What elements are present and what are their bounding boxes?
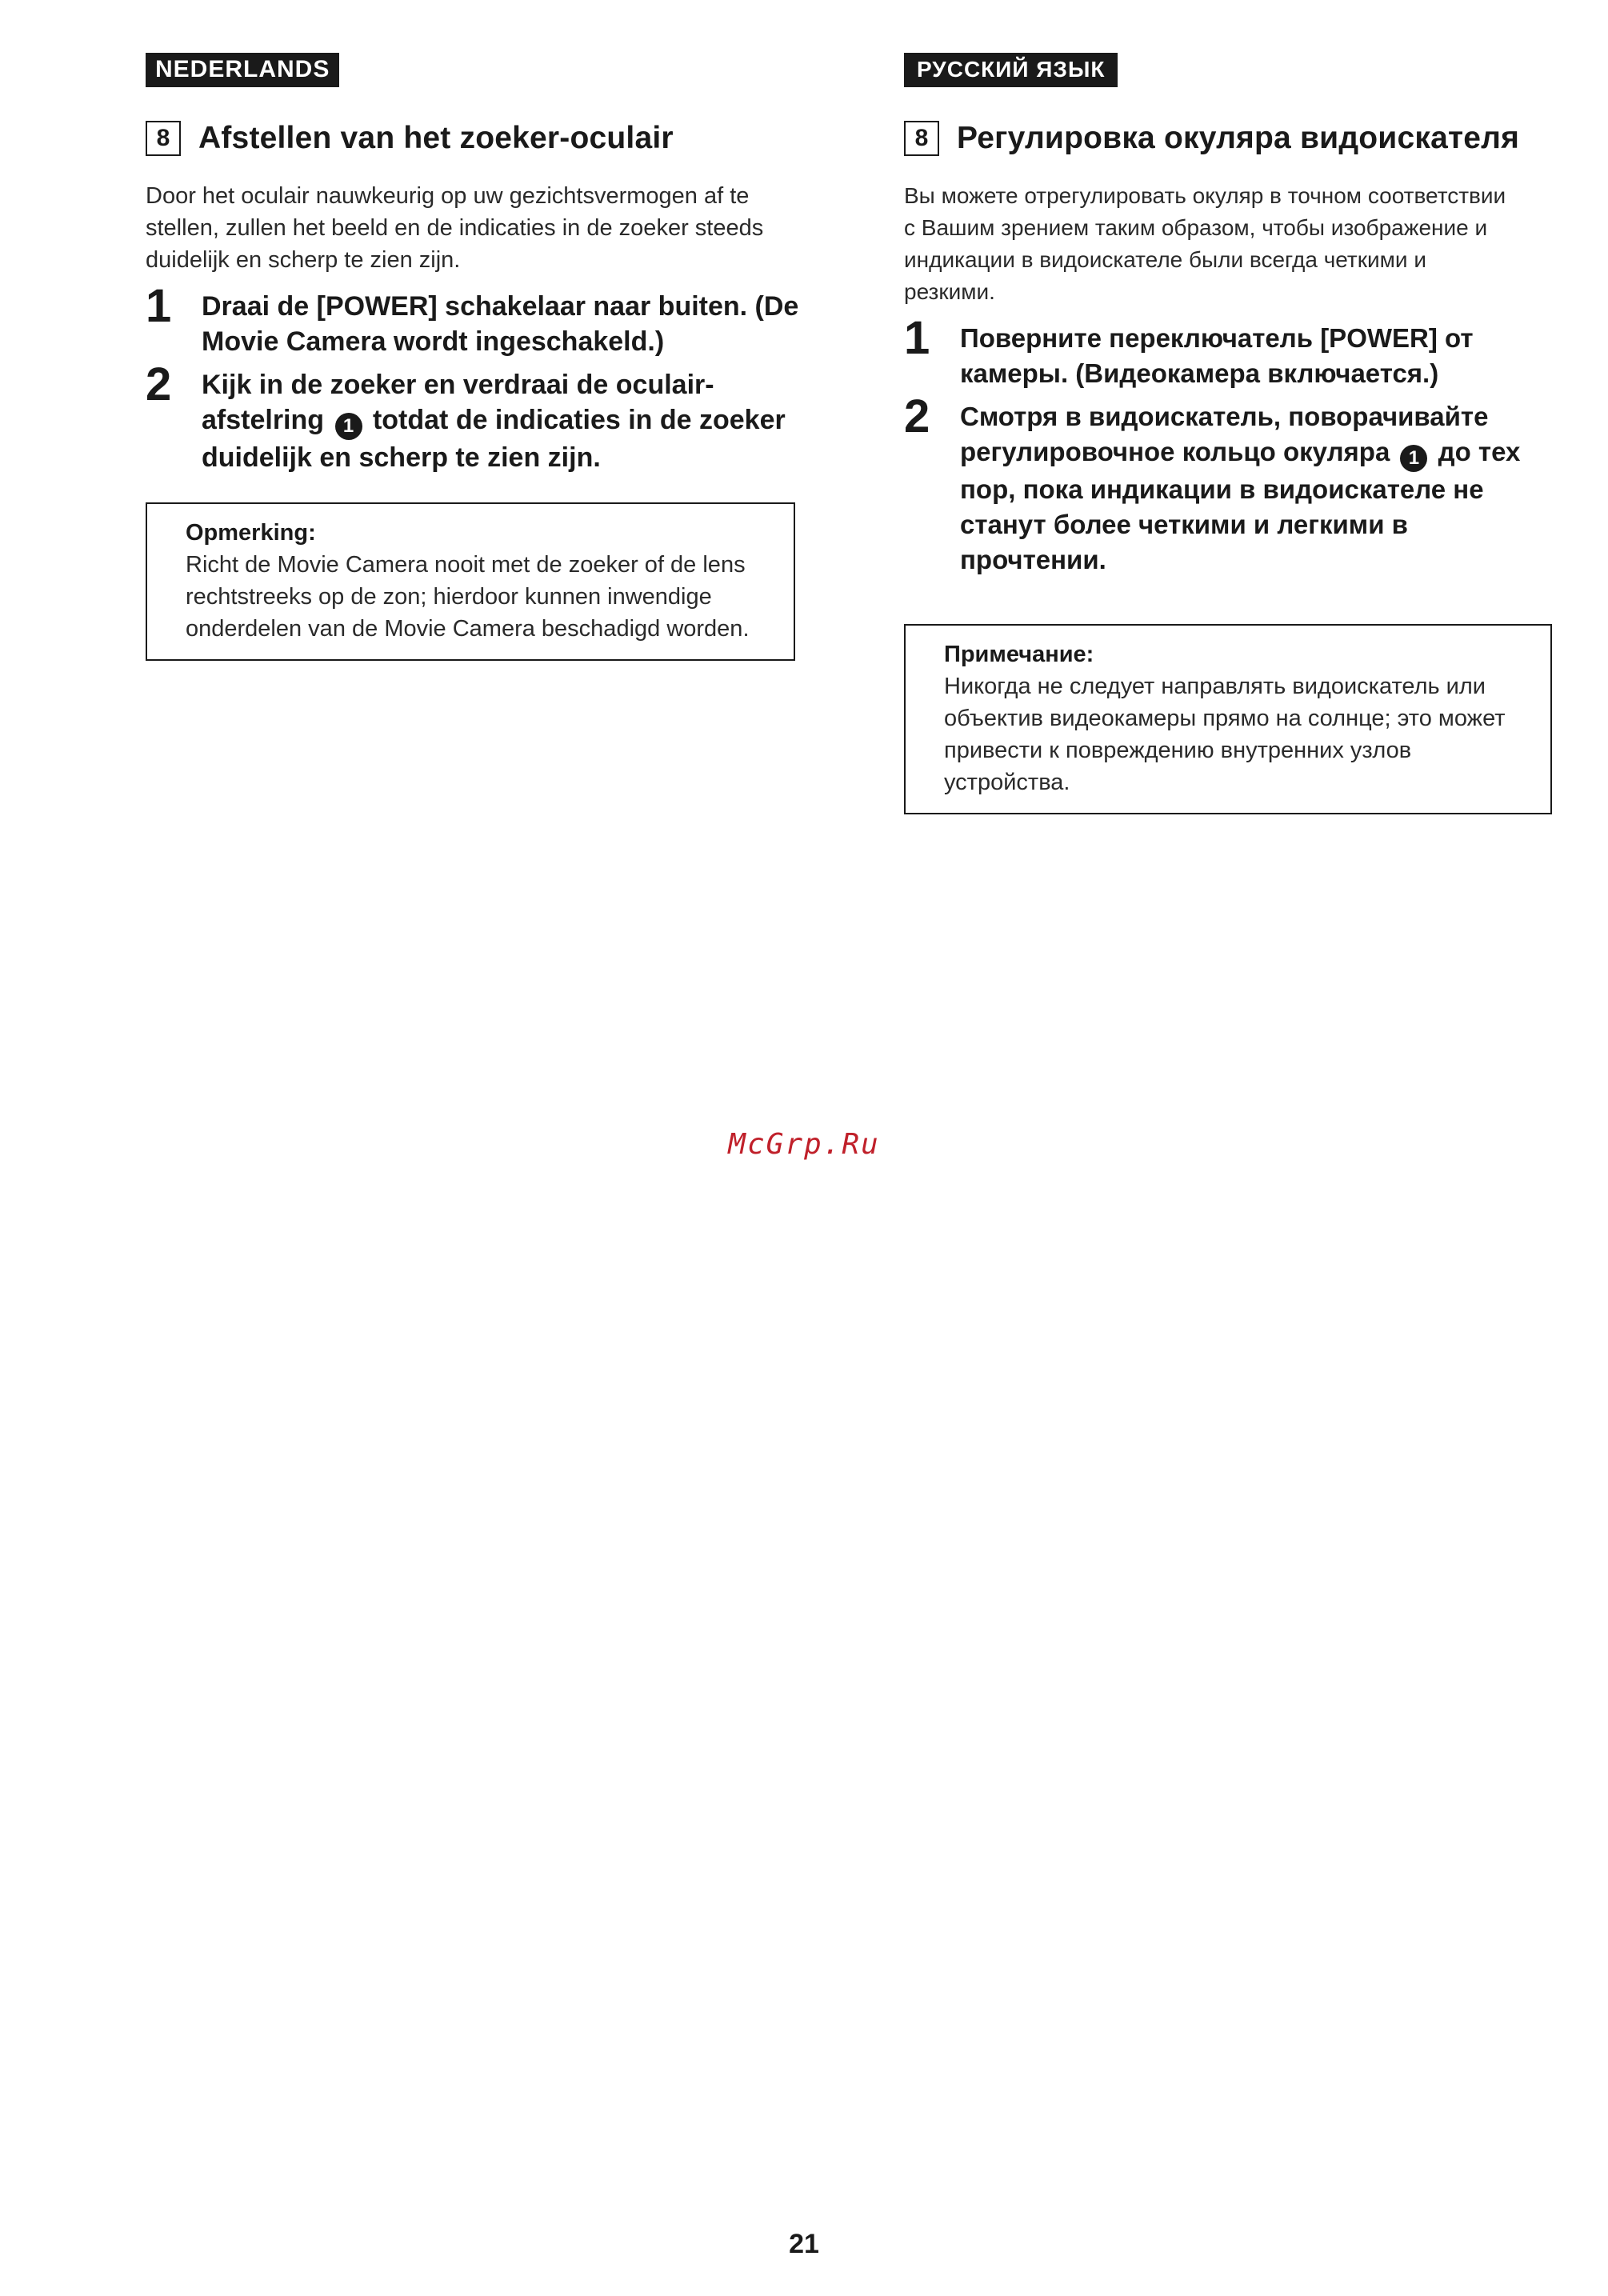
section-heading	[146, 121, 802, 156]
language-badge: NEDERLANDS	[146, 53, 339, 87]
step-text	[202, 364, 802, 475]
section-heading	[904, 121, 1552, 156]
section-number: 8	[146, 121, 181, 156]
note-box	[904, 624, 1552, 814]
steps-list	[146, 280, 802, 475]
section-title: Afstellen van het zoeker-oculair	[198, 121, 674, 155]
step-text	[960, 396, 1552, 578]
step-text-after: до тех пор, пока индикации в видоискателе не станут более четкими и легкими в прочтении.	[960, 437, 1521, 574]
step-text-after: totdat de indicaties in de zoeker duidelijk en scherp te zien zijn.	[202, 405, 786, 473]
step-2	[146, 358, 802, 475]
step-number: 2	[904, 390, 930, 442]
intro-paragraph: Вы можете отрегулировать окуляр в точном соответствии с Вашим зрением таким образом, чтобы изображение и индикации в видоискателе были всегда четкими и резкими.	[904, 183, 1506, 304]
section-number: 8	[904, 121, 939, 156]
step-text: Поверните переключатель [POWER] от камеры. (Видеокамера включается.)	[960, 323, 1474, 388]
column-dutch	[146, 53, 802, 661]
note-text: Richt de Movie Camera nooit met de zoeker of de lens rechtstreeks op de zon; hierdoor kunnen inwendige onderdelen van de Movie Camera beschadigd worden.	[186, 552, 750, 642]
column-russian	[904, 53, 1552, 814]
language-badge: РУССКИЙ ЯЗЫК	[904, 53, 1118, 87]
step-text-before: Kijk in de zoeker en verdraai de oculair-afstelring	[202, 370, 714, 435]
note-title: Примечание:	[944, 642, 1094, 667]
step-number: 1	[146, 280, 172, 332]
callout-marker-icon: 1	[1400, 445, 1427, 472]
section-title: Регулировка окуляра видоискателя	[957, 121, 1520, 155]
step-number: 1	[904, 312, 930, 364]
intro-paragraph: Door het oculair nauwkeurig op uw gezichtsvermogen af te stellen, zullen het beeld en de indicaties in de zoeker steeds duidelijk en scherp te zien zijn.	[146, 183, 764, 273]
step-1	[904, 312, 1552, 391]
watermark: McGrp.Ru	[728, 1128, 880, 1161]
note-text: Никогда не следует направлять видоискатель или объектив видеокамеры прямо на солнце; это может привести к повреждению внутренних узлов устройства.	[944, 674, 1506, 795]
note-title: Opmerking:	[186, 520, 316, 546]
steps-list	[904, 312, 1552, 578]
step-1	[146, 280, 802, 359]
callout-marker-icon: 1	[335, 413, 362, 440]
step-text: Draai de [POWER] schakelaar naar buiten. (De Movie Camera wordt ingeschakeld.)	[202, 291, 799, 357]
step-number: 2	[146, 358, 172, 410]
step-text-before: Смотря в видоискатель, поворачивайте регулировочное кольцо окуляра	[960, 402, 1489, 466]
page-number: 21	[789, 2229, 819, 2259]
note-box	[146, 502, 795, 661]
step-2	[904, 390, 1552, 578]
